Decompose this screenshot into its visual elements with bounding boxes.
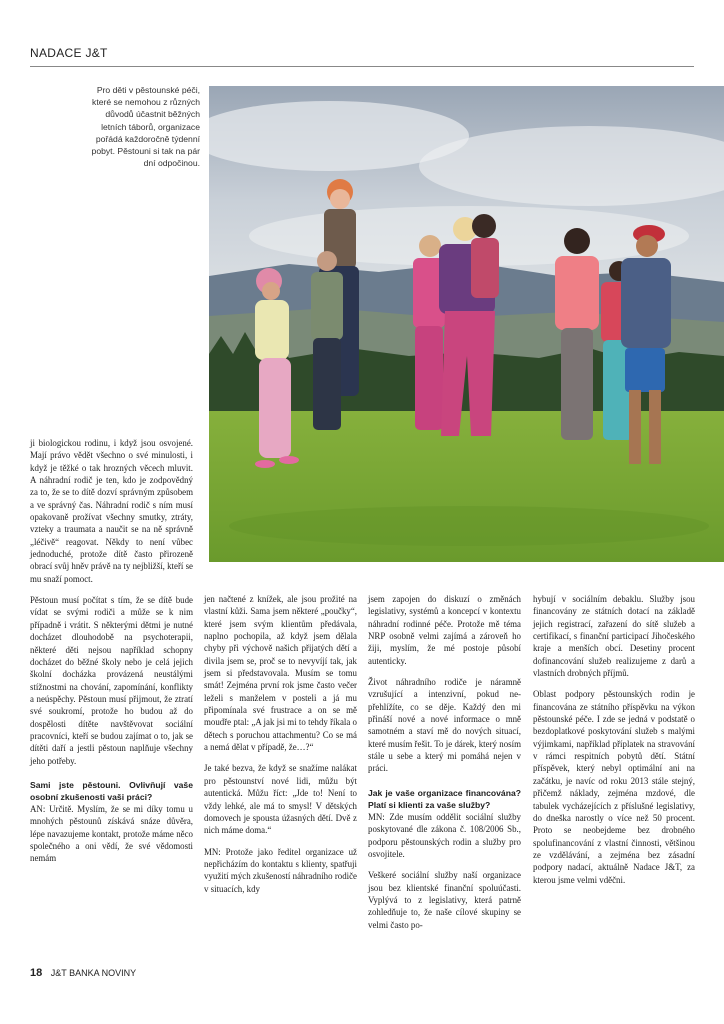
paragraph: Oblast podpory pěstounských rodin je financována ze státního příspěvku na výkon pěstounské péče. I zde se jedná v podstatě o bezdoplatkové poskytování služeb s malými výjimkami, například příplatek na stravování v rámci respitních pobytů dětí. Státní příspěvek, který nebyl optimální ani na začátku, je navíc od roku 2013 stále stejný, přičemž náklady, zejména mzdové, dle tabulek vycházejících z příslušné legislativy, do dneška narostly o více než 50 procent. Proto se neobejdeme bez drobného spolufinancování z vlastní činnosti, většinou ze vzdělávání, a zejména bez zásadní podpory nadací, aktuálně Nadace J&T, za kterou jsme velmi vděčni. — [533, 689, 695, 885]
page-footer — [30, 967, 136, 979]
photo-children-playing — [209, 86, 724, 562]
photo-caption: Pro děti v pěstounské péči, které se nemohou z různých důvodů účastnit běžných letních táborů, organizace pořádá každoročně týdenní pobyt. Pěstouni si tak na pár dní odpočinou. — [91, 85, 200, 169]
child-figure-2 — [311, 251, 343, 430]
interview-question: Jak je vaše organizace financována? Platí si klienti za vaše služby? — [368, 787, 521, 810]
header-rule — [30, 66, 694, 67]
text-column-1 — [30, 437, 193, 874]
page-number: 18 — [30, 967, 43, 979]
section-header: NADACE J&T — [30, 46, 108, 60]
text-column-4 — [533, 593, 695, 895]
paragraph: jen načtené z knížek, ale jsou prožité na vlastní kůži. Sama jsem některé „poučky“, které jsem svým klientům předávala, naplno pochopila, až když jsem dělala chyby při výchově našich přijatých dětí a divila jsem se, proč se to nevyvíjí tak, jak jsem si představovala. Musím se tomu smát! Zejména první rok jsme často večer leželi s manželem v posteli a já mu připomínala své frustrace a on se mě moudře ptal: „A jak jsi mi to tehdy říkala o dětech s poruchou attachmentu? Co se má a nemá dělat v případě, že…?“ — [204, 594, 357, 753]
paragraph: ji biologickou rodinu, i když jsou osvojené. Mají právo vědět všechno o své minulosti, i když je těžké o tak hrozných věcech mluvit. A náhradní rodič je ten, kdo je zodpovědný za to, že se to dítě dozví správným způsobem a ve správný čas. Náhradní rodič s ním musí opakovaně prožívat všechny smutky, ztráty, vzteky a traumata a naučit se na ně správně „léčivě“ reagovat. Někdy to není vůbec jednoduché, protože dítě často přirozeně obrací svůj hněv právě na ty nejbližší, kteří se mu snaží pomoct. — [30, 438, 193, 584]
paragraph: Veškeré sociální služby naší organizace jsou bez klientské finanční spoluúčasti. Vyplývá to z legislativy, která patrně zohledňuje to, že naše cílové skupiny se velmi často po- — [368, 870, 521, 930]
paragraph: hybují v sociálním debaklu. Služby jsou financovány ze státních dotací na základě jejich registrací, zařazení do sítě služeb a certifikací, s finanční participací Jihočeského kraje a menších obcí. Desetiny procent dofinancování služeb realizujeme z darů a vlastních drobných příjmů. — [533, 594, 695, 679]
paragraph: Je také bezva, že když se snažíme nalákat pro pěstounství nové lidi, můžu být autentická. Můžu říct: „Jde to! Není to vždy lehké, ale má to smysl! V dětských domovech je spousta úžasných dětí. Dvě z nich máme doma.“ — [204, 763, 357, 836]
text-column-3 — [368, 593, 521, 940]
text-column-2 — [204, 593, 357, 904]
interview-question: Sami jste pěstouni. Ovlivňují vaše osobní zkušenosti vaši práci? — [30, 779, 193, 802]
paragraph: Pěstoun musí počítat s tím, že se dítě bude vídat se svými rodiči a může se k nim případně i vrátit. S některými dětmi je nutné docházet dlouhodobě na psychoterapii, některé děti nejsou například schopny docházet do běžné školy nebo je celá jejich školní docházka provázená neustálými stížnostmi na chování, zapomínání, konflikty a neúspěchy. Pěstoun musí přijmout, že ztratí své soukromí, protože ho budou až do dospělosti dítěte navštěvovat sociální pracovníci, kteří se budou zajímat o to, jak se dítěti daří a jestli pěstoun naplňuje všechny jeho potřeby. — [30, 595, 193, 766]
paragraph: MN: Protože jako ředitel organizace už nepřicházím do kontaktu s klienty, spatřuji využití mých zkušeností náhradního rodiče v situacích, kdy — [204, 846, 357, 894]
child-figure-5 — [471, 214, 499, 298]
paragraph: MN: Zde musím oddělit sociální služby poskytované dle zákona č. 108/2006 Sb., podporu pěstounských rodin a služby pro osvojitele. — [368, 811, 521, 859]
paragraph: AN: Určitě. Myslím, že se mi díky tomu u mnohých pěstounů získává snáze důvěra, lépe navazujeme kontakt, protože máme něco společného a oni vědí, že své vědomosti nemám — [30, 803, 193, 864]
paragraph: jsem zapojen do diskuzí o změnách legislativy, systémů a koncepcí v kontextu náhradní rodinné péče. Protože mě téma NRP osobně velmi zajímá a zároveň ho žiji, myslím, že mé postoje působí autenticky. — [368, 594, 521, 666]
paragraph: Život náhradního rodiče je náramně vzrušující a intenzivní, pokud ne-přehlížíte, co se děje. Každý den mi přináší nové a nové informace o mně samotném a staví mě do nových situací, které musím řešit. To je dárek, který nosím stále u sebe a který mi pomáhá nejen v práci. — [368, 677, 521, 774]
child-figure-6 — [555, 228, 599, 440]
publication-name: J&T BANKA NOVINY — [50, 968, 137, 978]
